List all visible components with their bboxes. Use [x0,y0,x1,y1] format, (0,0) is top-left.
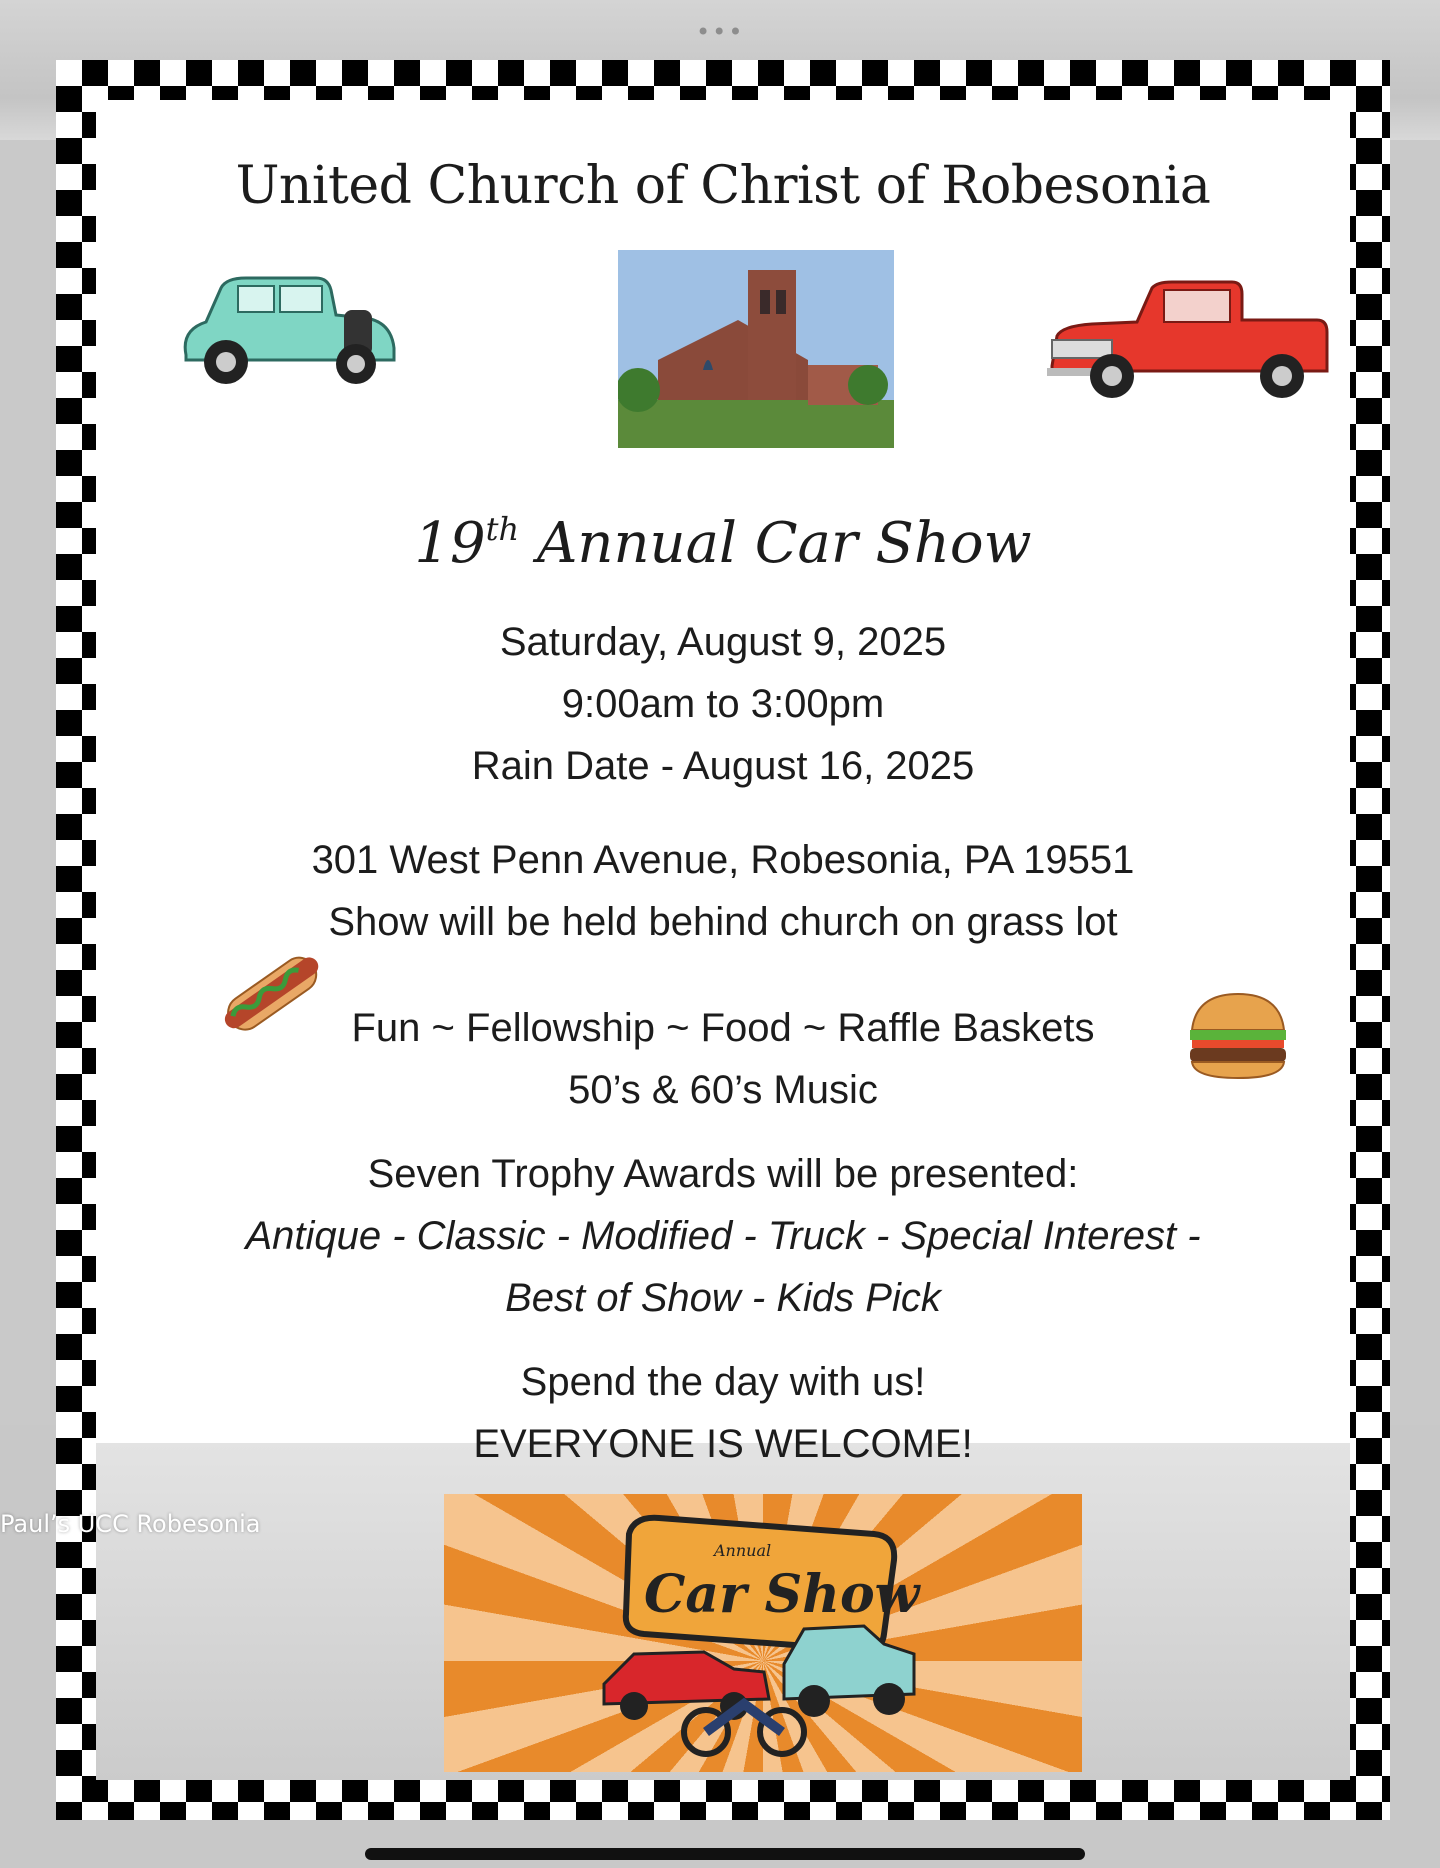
show-number: 19 [414,511,486,576]
logo-main-text: Car Show [644,1564,920,1625]
awards-list-line-2: Best of Show - Kids Pick [505,1276,941,1320]
awards-list-line-1: Antique - Classic - Modified - Truck - Special Interest - [245,1214,1201,1258]
show-title [96,510,1350,576]
event-date: Saturday, August 9, 2025 [499,620,947,664]
invite-text: Spend the day with us! [520,1360,926,1404]
rain-date: Rain Date - August 16, 2025 [471,744,975,788]
location-note: Show will be held behind church on grass lot [328,900,1118,944]
event-time: 9:00am to 3:00pm [561,682,885,726]
activities: Fun ~ Fellowship ~ Food ~ Raffle Baskets [351,1006,1095,1050]
church-photo [618,250,894,448]
more-options-icon[interactable]: ••• [696,18,745,46]
flyer [56,60,1390,1820]
car-show-logo [444,1494,1082,1772]
church-title: United Church of Christ of Robesonia [235,156,1211,216]
event-address: 301 West Penn Avenue, Robesonia, PA 19551 [311,838,1135,882]
music: 50’s & 60’s Music [568,1068,878,1112]
watermark: Paul’s UCC Robesonia [0,1510,261,1538]
red-pickup-truck-icon [1042,276,1332,406]
welcome-text: EVERYONE IS WELCOME! [473,1422,973,1466]
burger-icon [1186,990,1290,1082]
awards-intro: Seven Trophy Awards will be presented: [367,1152,1079,1196]
home-indicator[interactable] [365,1848,1085,1860]
logo-small-text: Annual [714,1541,772,1560]
show-suffix: th [485,510,520,548]
teal-hot-rod-icon [166,260,406,390]
show-name: Annual Car Show [536,511,1032,576]
flyer-content [96,100,1350,1780]
